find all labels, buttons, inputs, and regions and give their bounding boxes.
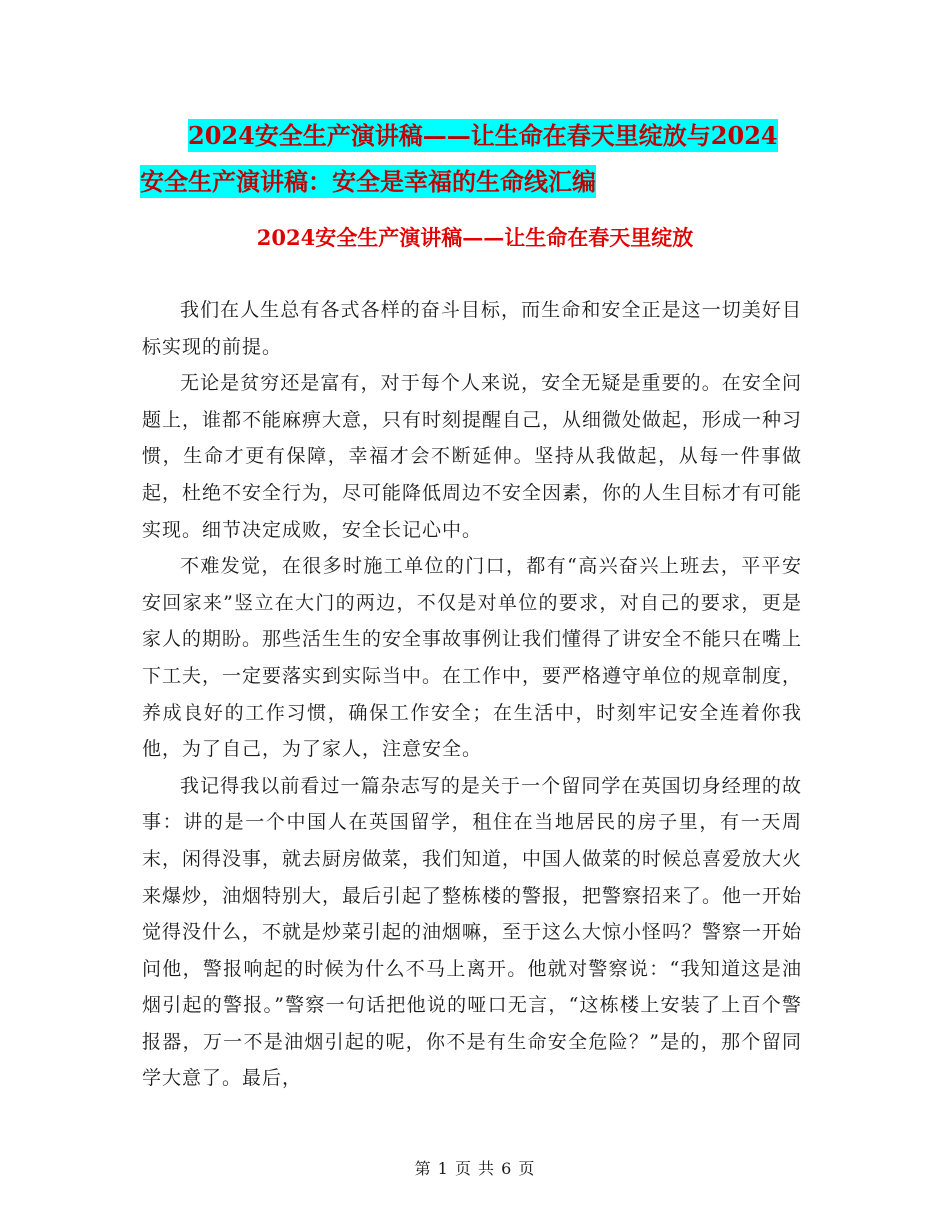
paragraph: 我们在人生总有各式各样的奋斗目标，而生命和安全正是这一切美好目标实现的前提。	[142, 299, 802, 358]
title-highlight: 2024安全生产演讲稿——让生命在春天里绽放与2024	[188, 121, 778, 150]
paragraph: 我记得我以前看过一篇杂志写的是关于一个留同学在英国切身经理的故事：讲的是一个中国人在英国留学，租住在当地居民的房子里，有一天周末，闲得没事，就去厨房做菜，我们知道，中国人做菜的时候总喜爱放大火来爆炒，油烟特别大，最后引起了整栋楼的警报，把警察招来了。他一开始觉得没什么，不就是炒菜引起的油烟嘛，至于这么大惊小怪吗？警察一开始问他，警报响起的时候为什么不马上离开。他就对警察说：“我知道这是油烟引起的警报。”警察一句话把他说的哑口无言，“这栋楼上安装了上百个警报器，万一不是油烟引起的呢，你不是有生命安全危险？”是的，那个留同学大意了。最后，	[142, 774, 803, 1090]
document-title-line-2	[140, 159, 820, 205]
document-title-line-1	[140, 113, 820, 159]
title-highlight: 安全生产演讲稿：安全是幸福的生命线汇编	[140, 167, 596, 196]
section-title: 2024安全生产演讲稿——让生命在春天里绽放	[256, 225, 694, 250]
paragraph: 不难发觉，在很多时施工单位的门口，都有“高兴奋兴上班去，平平安安回家来”竖立在大门的两边，不仅是对单位的要求，对自己的要求，更是家人的期盼。那些活生生的安全事故事例让我们懂得了讲安全不能只在嘴上下工夫，一定要落实到实际当中。在工作中，要严格遵守单位的规章制度，养成良好的工作习惯，确保工作安全；在生活中，时刻牢记安全连着你我他，为了自己，为了家人，注意安全。	[142, 555, 803, 761]
body-text	[142, 292, 802, 1097]
document-title	[140, 113, 820, 205]
paragraph: 无论是贫穷还是富有，对于每个人来说，安全无疑是重要的。在安全问题上，谁都不能麻痹大意，只有时刻提醒自己，从细微处做起，形成一种习惯，生命才更有保障，幸福才会不断延伸。坚持从我做起，从每一件事做起，杜绝不安全行为，尽可能降低周边不安全因素，你的人生目标才有可能实现。细节决定成败，安全长记心中。	[142, 372, 803, 541]
page-footer: 第 1 页 共 6 页	[414, 1159, 536, 1178]
